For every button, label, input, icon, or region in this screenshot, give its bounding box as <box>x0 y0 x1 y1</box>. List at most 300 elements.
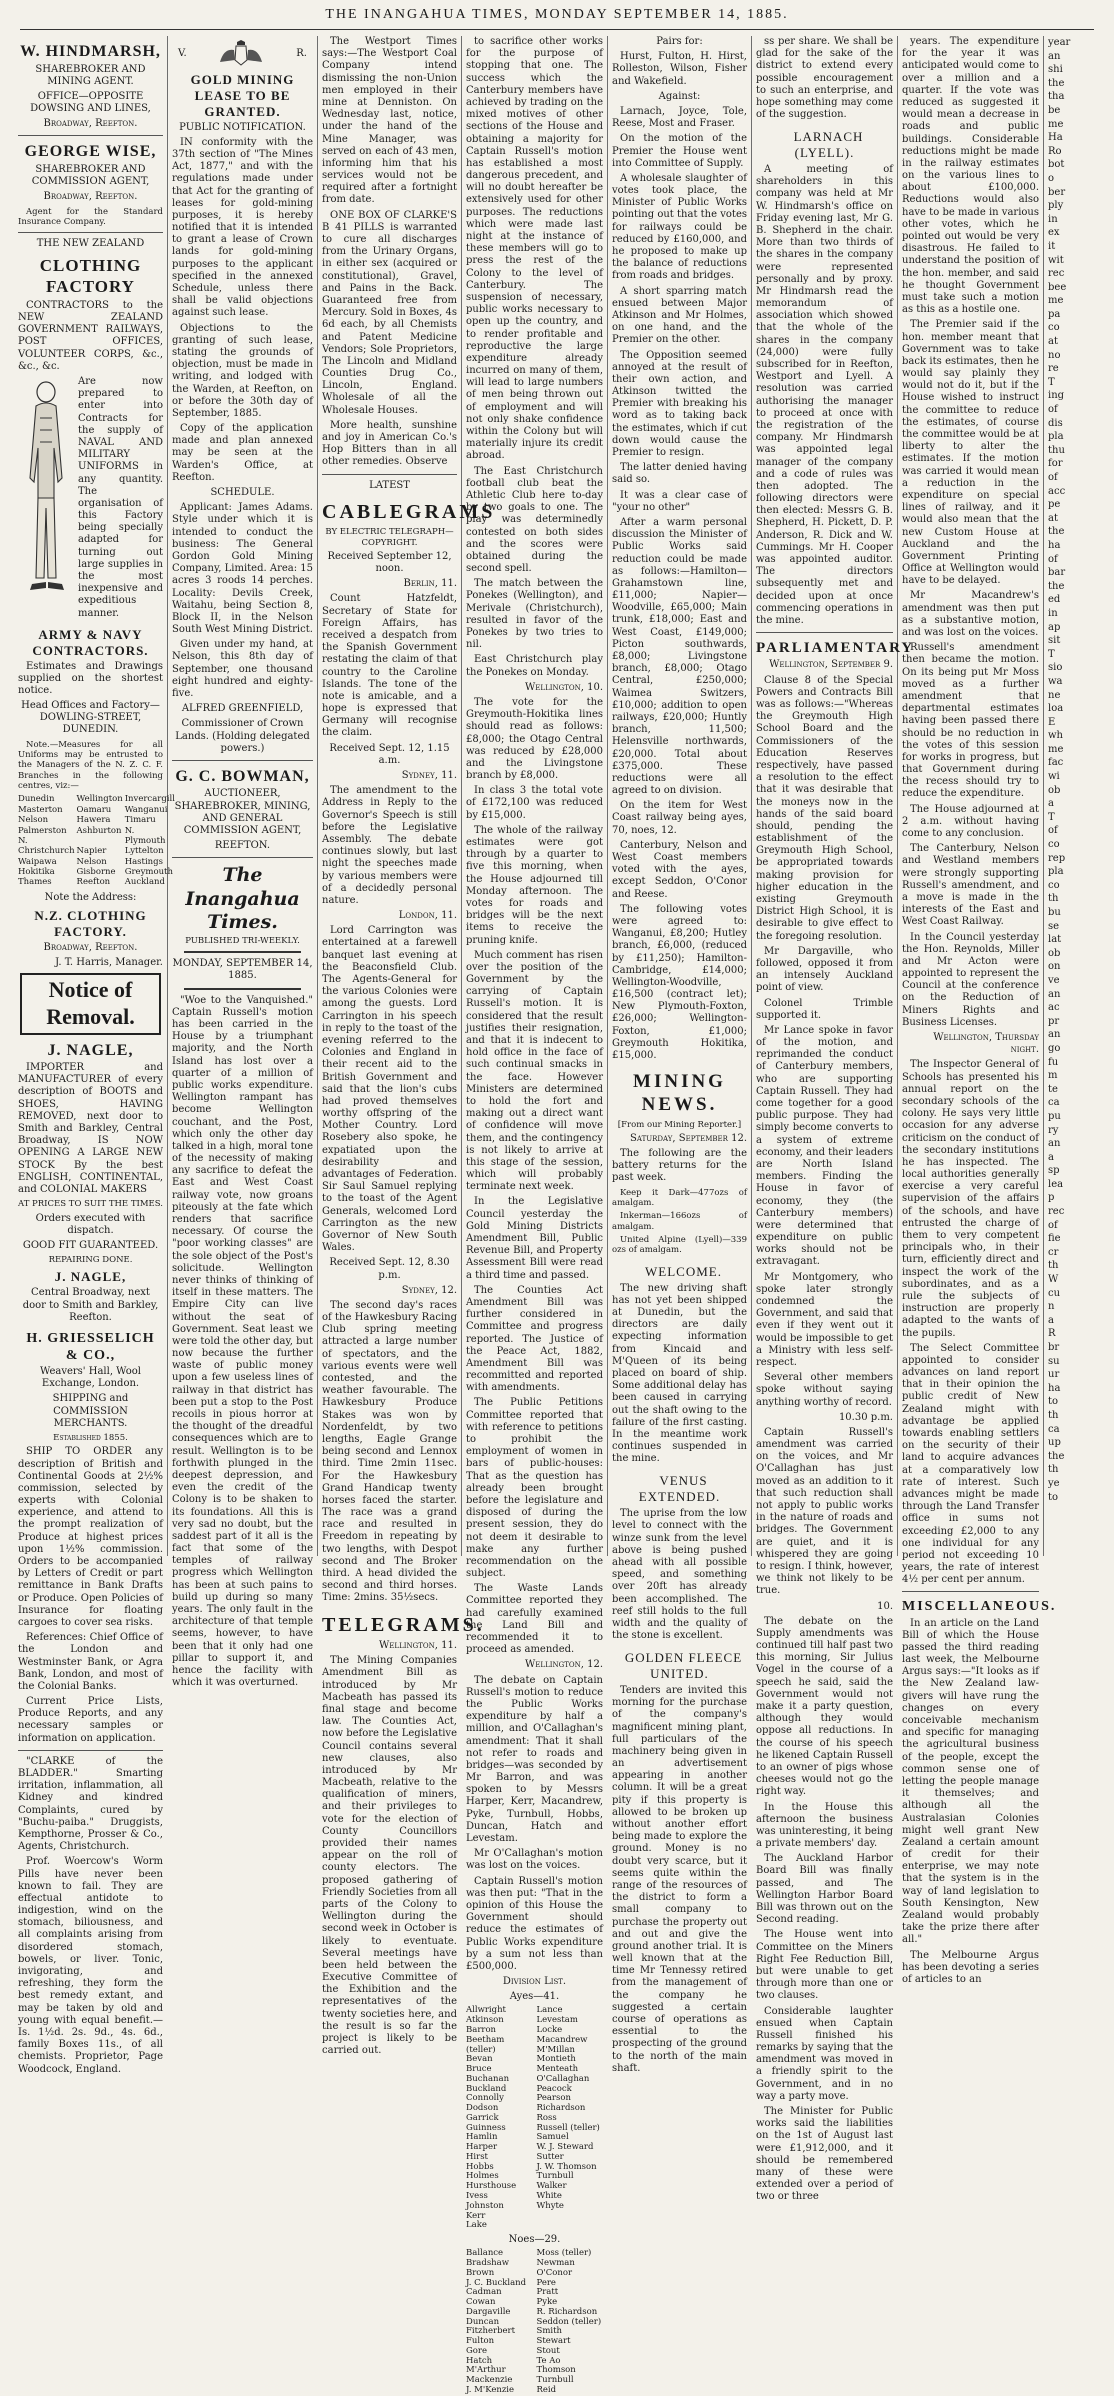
aye-member: White <box>536 2190 562 2201</box>
estimates-note: Estimates and Drawings supplied on the shortest notice. <box>18 660 163 696</box>
no-member: Bradshaw <box>466 2258 509 2268</box>
paper-title: The Inangahua Times. <box>185 864 300 933</box>
aye-member: Montieth <box>536 2054 576 2065</box>
parl-para-6: Several other members spoke without saying anything worthy of record. <box>756 1372 893 1408</box>
cropped-line: sio <box>1048 662 1063 674</box>
no-member: O'Conor <box>536 2267 573 2278</box>
berlin-body: Count Hatzfeldt, Secretary of State for Foreign Affairs, has received a despatch from the Spanish Government restating the claim of that country to the Caroline Islands. The tone of the note is amicable, and a hope is expressed that Germany will recognise the claim. <box>322 593 457 739</box>
cropped-line: bee <box>1048 281 1067 293</box>
col5-para-1: On the motion of the Premier the House went into Committee of Supply. <box>612 133 747 169</box>
no-member: Brown <box>466 2267 495 2278</box>
clothing-ad <box>18 376 163 620</box>
cropped-line: W <box>1048 1274 1059 1286</box>
cropped-line: cr <box>1048 1246 1059 1258</box>
cropped-line: bot <box>1048 159 1065 171</box>
aye-member: Harper <box>466 2142 498 2153</box>
cropped-line: ca <box>1048 1097 1060 1109</box>
aye-member: Buchanan <box>466 2073 510 2084</box>
cropped-line: wh <box>1048 730 1063 742</box>
cropped-line: at <box>1048 336 1058 348</box>
aye-member: Macandrew <box>536 2034 588 2045</box>
cropped-line: wit <box>1048 254 1064 266</box>
masthead: THE INANGAHUA TIMES, MONDAY SEPTEMBER 14, 1885. <box>0 0 1114 34</box>
column-1 <box>14 36 175 2075</box>
telegrams-heading: TELEGRAMS. <box>322 1613 485 1636</box>
bowman-address: REEFTON. <box>214 840 271 852</box>
miscellaneous-heading: MISCELLANEOUS. <box>902 1599 1057 1615</box>
no-member: Seddon (teller) <box>536 2316 602 2327</box>
larnach-heading: LARNACH (LYELL). <box>793 129 864 161</box>
cropped-line: n <box>1048 1301 1055 1313</box>
hindmarsh-office: OFFICE—OPPOSITE DOWSING AND LINES, <box>30 90 151 115</box>
aye-member: Sutter <box>536 2151 564 2162</box>
aye-member: Holmes <box>466 2171 499 2182</box>
cropped-line: pla <box>1048 866 1064 878</box>
cropped-line: br <box>1048 1342 1060 1353</box>
battery-intro: The following are the battery returns for the past week. <box>612 1148 747 1184</box>
cropped-line: R <box>1048 1328 1056 1340</box>
wellington-12-dateline: Wellington, 12. <box>525 1659 603 1671</box>
sydney-2-dateline: Sydney, 12. <box>401 1284 457 1296</box>
cropped-line: to <box>1048 1491 1059 1503</box>
cropped-line: at <box>1048 512 1058 524</box>
cropped-line: o <box>1048 172 1055 184</box>
aye-member: M'Millan <box>536 2044 575 2055</box>
cropped-line: ber <box>1048 186 1066 198</box>
col4-para-1: to sacrifice other works for the purpose of stopping that one. The success which the Canterbury members have achieved by trading on the mixed motives of other sections of the House and obtaining a majority for Captain Russell's motion has established a most dangerous precedent, and will no doubt hereafter be extensively used for other purposes. The reductions which were made last night at the instance of these members will go to press the rest of the Colony to the level of Canterbury. The suspension of necessary, public works necessary to open up the country, and to render profitable and reproductive the large expenditure already incurred on many of them, will lead to large numbers of men being thrown out of employment and will not only shake confidence within the Colony but will materially injure its credit abroad. <box>466 36 603 462</box>
aye-member: Lance <box>536 2005 563 2016</box>
cropped-line: shi <box>1048 64 1063 76</box>
cropped-line: fu <box>1048 1056 1059 1068</box>
no-member: Cowan <box>466 2297 496 2308</box>
no-member: Te Ao <box>536 2355 561 2366</box>
wise-name: GEORGE WISE, <box>24 143 157 161</box>
town-item: Oamaru <box>76 804 112 815</box>
cropped-line: me <box>1048 118 1064 130</box>
parl-para-3: Colonel Trimble supported it. <box>756 997 893 1021</box>
aye-member: Ivess <box>466 2190 488 2201</box>
no-member: Pyke <box>536 2297 558 2308</box>
berlin-dateline: Berlin, 11. <box>403 578 457 590</box>
col5-para-5: The latter denied having said so. <box>612 462 747 486</box>
cropped-line: th <box>1048 1260 1059 1272</box>
town-item: Dunedin <box>18 794 55 805</box>
time-1030: 10.30 p.m. <box>838 1411 893 1423</box>
aye-member: Barron <box>466 2024 497 2035</box>
cropped-line: p <box>1048 1192 1055 1204</box>
cropped-line: an <box>1048 1029 1061 1041</box>
division-list-heading: Division List. <box>502 1976 567 1988</box>
aye-member: Allwright <box>466 2005 506 2016</box>
divider <box>756 632 893 633</box>
griesselich-name: H. GRIESSELICH & CO., <box>26 1330 155 1363</box>
cropped-line: me <box>1048 295 1064 307</box>
cropped-line: re <box>1048 363 1059 375</box>
no-member: Pratt <box>536 2287 559 2298</box>
parl-para-8: The debate on the Supply amendments was continued till half past two this morning, Sir Julius Vogel in the course of a speech he said, said the Government would not make it a party question, although they would oppose all reductions. In the course of his speech he likened Captain Russell to an owner of pigs whose cheeses would not go the right way. <box>756 1615 893 1798</box>
col5-para-7: After a warm personal discussion the Minister of Public Works said reduction could be made as follows:—Hamilton—Grahamstown line, £11,000; Napier—Woodville, £65,000; Main trunk, £18,000; East and West Coast, £149,000; Picton southwards, £8,000; Livingstone branch, £8,000; Otago Central, £250,000; Waimea Switzers, £10,000; addition to open railways, £20,000; Huntly branch, 11,500; Helensville northwards, £20,000. Total about £375,000. These reductions were all agreed to on division. <box>612 516 747 797</box>
divider <box>902 1591 1039 1592</box>
town-item: Auckland <box>124 877 165 888</box>
wise-address: Broadway, Reefton. <box>43 191 138 203</box>
parliamentary-heading: PARLIAMENTARY <box>756 640 915 657</box>
griesselich-established: Established 1855. <box>53 1432 128 1443</box>
gold-lease-body-3: Copy of the application made and plan annexed may be seen at the Warden's Office, at Reefton. <box>172 423 313 483</box>
cropped-line: a <box>1048 1151 1054 1163</box>
cropped-line: ply <box>1048 200 1064 212</box>
cropped-line: an <box>1048 50 1061 62</box>
cropped-line: ne <box>1048 689 1061 701</box>
cropped-line: acc <box>1048 485 1066 497</box>
divider <box>18 232 163 233</box>
parl-para-4: Mr Lance spoke in favor of the motion, and reprimanded the conduct of Canterbury members, who are supporting Captain Russell. They had come together for a good public purpose. They had simply become converts to a system of extreme economy, and their leaders are North Island members. Finding the House in favor of economy, they (the Canterbury members) were determined that expenditure on public works should not be extravagant. <box>756 1024 893 1268</box>
parl-para-10: The Auckland Harbor Board Bill was finally passed, and The Wellington Harbor Board Bill was thrown out on the Second reading. <box>756 1853 893 1926</box>
col5-para-3: A short sparring match ensued between Major Atkinson and Mr Holmes, on one hand, and the Premier on the other. <box>612 285 747 346</box>
town-item: Wellington <box>76 794 123 805</box>
cropped-line: go <box>1048 1042 1061 1054</box>
town-item: Wanganui <box>124 804 168 815</box>
issue-date: MONDAY, SEPTEMBER 14, 1885. <box>172 958 313 982</box>
cropped-line: bar <box>1048 567 1066 579</box>
cropped-line: pa <box>1048 308 1061 320</box>
note-address: Note the Address: <box>44 891 137 903</box>
bowman-body: AUCTIONEER, SHAREBROKER, MINING, AND GENERAL COMMISSION AGENT, <box>174 788 311 837</box>
cropped-line: te <box>1048 1083 1058 1095</box>
col4-para-6: In class 3 the total vote of £172,100 was reduced by £15,000. <box>466 785 603 821</box>
cropped-line: co <box>1048 322 1060 334</box>
united-alpine: United Alpine (Lyell)—339 ozs of amalgam. <box>612 1235 747 1256</box>
col5-para-2: A wholesale slaughter of votes took place, the Minister of Public Works pointing out that the votes for railways could be reduced by £160,000, and he proposed to make up the balance of reductions from roads and bridges. <box>612 172 747 282</box>
aye-member: Walker <box>536 2181 567 2192</box>
from-mining-reporter: [From our Mining Reporter.] <box>617 1119 742 1130</box>
cropped-line: dis <box>1048 417 1063 429</box>
divider <box>172 760 313 761</box>
parl-para-2: Mr Dargaville, who followed, opposed it from an intensely Auckland point of view. <box>756 945 893 994</box>
town-item: Invercargill <box>124 794 175 805</box>
divider <box>18 1750 163 1751</box>
aye-member: J. W. Thomson <box>536 2161 597 2172</box>
cropped-line: ur <box>1048 1369 1060 1381</box>
no-member: Fitzherbert <box>466 2326 516 2337</box>
aye-member: Menteath <box>536 2064 579 2075</box>
col4-para-12: The Waste Lands Committee reported they had carefully examined the Land Bill and recommended it to proceed as amended. <box>466 1583 603 1656</box>
ayes-label: Ayes—41. <box>509 1991 560 2003</box>
aye-member: Bevan <box>466 2054 493 2065</box>
column-2 <box>168 36 318 1689</box>
cropped-line: rec <box>1048 1206 1065 1218</box>
telegrams-body: The Mining Companies Amendment Bill as introduced by Mr Macbeath has passed its final stage and become law. The Counties Act, now before the Legislative Council contains several new clauses, also introduced by Mr Macbeath, relative to the qualification of miners, and their privileges to vote for the election of County Councillors provided their names appear on the roll of county electors. The proposed gathering of Friendly Societies from all parts of the Colony to Wellington during the second week in October is likely to eventuate. Several meetings have been held between the Executive Committee of the Exhibition and the representatives of the twenty societies here, and the result is so far the project is likely to be carried out. <box>322 1655 457 2057</box>
cropped-line: ap <box>1048 621 1061 633</box>
town-item: Lyttelton <box>124 846 164 857</box>
nagle-orders: Orders executed with dispatch. <box>35 1212 146 1236</box>
parl-para-11: The House went into Committee on the Miners Right Fee Reduction Bill, but were unable to get through more than one or two clauses. <box>756 1929 893 2002</box>
col7-para-7: In the Council yesterday the Hon. Reynolds, Miller and Mr Acton were appointed to represent the Council at the conference on the Reduction of Miners Rights and Business Licenses. <box>902 931 1039 1028</box>
column-6 <box>752 36 915 2203</box>
no-member: Ballance <box>466 2248 504 2259</box>
col4-para-10: The Counties Act Amendment Bill was further considered in Committee and progress reported. The Justice of the Peace Act, 1882, Amendment Bill was recommitted and reported with amendments. <box>466 1284 603 1394</box>
greenfield-role: Commissioner of Crown Lands. (Holding delegated powers.) <box>175 718 310 754</box>
aye-member: Kerr <box>466 2210 486 2221</box>
aye-member: Bruce <box>466 2064 492 2075</box>
column-4 <box>462 36 608 2395</box>
cropped-line: lat <box>1048 934 1062 946</box>
gold-lease-body-1: IN conformity with the 37th section of "The Mines Act, 1877," and with the regulations made under that Act for the granting of leases for gold-mining purposes, it is hereby notified that it is intended to grant a lease of Crown lands for gold-mining purposes to the applicant specified in the annexed Schedule, unless there shall be valid objections against such lease. <box>172 136 313 319</box>
col4-para-9: In the Legislative Council yesterday the Gold Mining Districts Amendment Bill, Public Revenue Bill, and Property Assessment Bill were read a third time and passed. <box>466 1196 603 1281</box>
golden-fleece-heading: GOLDEN FLEECE UNITED. <box>624 1650 743 1682</box>
crest-letter-v: V. <box>178 47 187 59</box>
editorial: "Woe to the Vanquished." Captain Russell's motion has been carried in the House by a triumphant majority, and the North Island has lost over a quarter of a million of public works expenditure. Wellington rampant has become Wellington couchant, and the Post, which only the other day talked in a high, moral tone of the necessity of making any sacrifice to defeat the East and West Coast railway vote, now groans piteously at the fate which renders that sacrifice necessary. Of course the "poor working classes" are the sole object of the Post's solicitude. Wellington never thinks of thinking of itself in these matters. The Empire City can live without the seat of Government. Seat least we were told the other day, but now because the further waste of public money upon a few useless lines of railway in that district has been put a stop to the Post recoils in pious horror at the thought of the dreadful consequences which are to result. Wellington is to be forthwith plunged in the deepest depression, and even the credit of the Colony is to be shaken to its foundations. All this is very sad no doubt, but the saddest part of it all is the fact that some of the temples of railway progress which Wellington has been at such pains to build up during so many years. The only fault in the architecture of that temple seems, however, to have been that it only had one pillar to support it, and hence the facility with which it was overturned. <box>172 994 313 1689</box>
no-member: Stewart <box>536 2336 571 2347</box>
cropped-line: Ha <box>1048 132 1063 144</box>
col4-para-11: The Public Petitions Committee reported that with reference to petitions to prohibit the employment of women in bars of public-houses: That as the question has already been brought before the legislature and disposed of during the present session, they do not deem it desirable to make any further recommendation on the subject. <box>466 1397 603 1580</box>
cropped-line: bu <box>1048 907 1061 918</box>
col7-para-6: The Canterbury, Nelson and Westland members were strongly supporting Russell's amendment, and a move is made in the interests of the East and West Coast Railway. <box>902 843 1039 928</box>
welcome-heading: WELCOME. <box>645 1263 722 1279</box>
cropped-line: wa <box>1048 675 1063 687</box>
divider <box>184 988 301 990</box>
col4-para-13: The debate on Captain Russell's motion to reduce the Public Works expenditure by half a million, and O'Callaghan's amendment: That it shall not refer to roads and bridges—was seconded by Mr Barron, and was spoken to by Messrs Harper, Kerr, Macandrew, Pyke, Turnbull, Hobbs, Duncan, Hatch and Levestam. <box>466 1674 603 1844</box>
sydney-dateline: Sydney, 11. <box>401 770 457 782</box>
col7-para-2: The Premier said if the hon. member meant that Government was to take back its estimates, then he would say plainly they would not do it, but if the House wished to instruct the committee to reduce the estimates, of course the committee would be at liberty to alter the estimates. If the motion was carried it would mean a reduction in the expenditure on special lines of railway, and it would also mean that the new Custom House at Auckland and the Government Printing Office at Wellington would have to be delayed. <box>902 319 1039 587</box>
published-tri-weekly: PUBLISHED TRI-WEEKLY. <box>185 935 300 946</box>
keep-it-dark: Keep it Dark—477ozs of amalgam. <box>612 1187 747 1208</box>
column-5 <box>608 36 752 2074</box>
cropped-line: the <box>1048 77 1065 89</box>
clothing-title: CLOTHING FACTORY <box>39 256 142 297</box>
cropped-line: co <box>1048 839 1060 851</box>
nagle-body: IMPORTER and MANUFACTURER of every description of BOOTS and SHOES, HAVING REMOVED, next door to Smith and Barkley, Central Broadway, IS NOW OPENING A LARGE NEW STOCK By the best ENGLISH, CONTINENTAL, and COLONIAL MAKERS <box>18 1062 163 1195</box>
cropped-line: ha <box>1048 1382 1061 1394</box>
divider <box>18 135 163 136</box>
aye-member: Hursthouse <box>466 2181 517 2192</box>
nz-factory-heading: N.Z. CLOTHING FACTORY. <box>34 907 147 939</box>
cropped-line: ve <box>1048 974 1060 986</box>
soldier-figure-icon <box>18 378 74 610</box>
current-price-lists: Current Price Lists, Produce Reports, and any necessary samples or information on application. <box>18 1696 163 1744</box>
aye-member: Guinness <box>466 2122 506 2133</box>
cropped-line: su <box>1048 1355 1060 1367</box>
cropped-line: rec <box>1048 268 1065 280</box>
time-10: 10. <box>877 1600 893 1612</box>
col7-para-8: The Inspector General of Schools has presented his annual report on the secondary schools of the colony. He says very little occasion for any adverse criticism on the conduct of the secondary institutions he has inspected. The local authorities generally exercise a very careful supervision of the affairs of the schools, and have entrusted the charge of them to very competent principals who, in their turn, efficiently direct and inspect the work of the subordinates, and as a rule the subjects of instruction are properly adapted to the wants of the pupils. <box>902 1059 1039 1339</box>
town-item: Nelson <box>76 856 107 867</box>
nagle-fit: GOOD FIT GUARANTEED. <box>22 1239 159 1251</box>
inkerman: Inkerman—166ozs of amalgam. <box>612 1211 747 1232</box>
cropped-line: loa <box>1048 703 1064 715</box>
nagle-prices: AT PRICES TO SUIT THE TIMES. <box>18 1199 163 1210</box>
aye-member: Ross <box>536 2112 557 2123</box>
cropped-line: T <box>1048 376 1055 388</box>
cropped-line: ed <box>1048 594 1061 606</box>
head-office: Head Offices and Factory— DOWLING-STREET, DUNEDIN. <box>21 700 160 736</box>
received-3: Received Sept. 12, 8.30 p.m. <box>329 1257 450 1281</box>
no-member: Newman <box>536 2258 575 2268</box>
col4-para-3: The match between the Ponekes (Wellington), and Merivale (Christchurch), resulted in favor of the Ponekes by two tries to nil. <box>466 578 603 651</box>
town-item: Reefton <box>76 877 111 888</box>
references: References: Chief Office of the London and Westminster Bank, or Agra Bank, London, and most of the Colonial Banks. <box>18 1632 163 1692</box>
pairs-against-label: Against: <box>658 90 701 102</box>
cropped-line: no <box>1048 349 1061 361</box>
cropped-line: the <box>1048 526 1065 538</box>
col7-para-9: The Select Committee appointed to consider advances on land report that in their opinion the public credit of New Zealand might with advantage be applied towards enabling settlers on the security of their land to acquire advances at a comparatively low rate of interest. Such advances might be made through the Land Transfer office in sums not exceeding £2,000 to any one individual for any period not exceeding 10 years, the rate of interest 4½ per cent per annum. <box>902 1342 1039 1586</box>
public-notification: PUBLIC NOTIFICATION. <box>179 121 306 133</box>
cropped-line: m <box>1048 1070 1058 1082</box>
cropped-line: me <box>1048 743 1064 755</box>
clothing-body: Are now prepared to enter into Contracts for the supply of NAVAL AND MILITARY UNIFORMS in any quantity. The organisation of this Factory being specially adapted for turning out large supplies in the most inexpensive and expeditious manner. <box>78 376 163 619</box>
col4-para-8: Much comment has risen over the position of the Government by the carrying of Captain Russell's motion. It is considered that the result justifies their resignation, and that it is indecent to hold office in the face of such continual smacks in the face. However Ministers are determined to hold the fort and making out a direct want of confidence will move them, and the contingency is not likely to arrive at this stage of the session, which will probably terminate next week. <box>466 949 603 1193</box>
welcome-body: The new driving shaft has not yet been shipped at Dunedin, but the directors are daily expecting information from Kincaid and M'Queen of its being placed on board of ship. Some additional delay has been caused in carrying out the shaft owing to the failure of the first casting. In the meantime work continues suspended in the mine. <box>612 1282 747 1465</box>
aye-member: Atkinson <box>466 2015 504 2026</box>
misc-para-2: The Melbourne Argus has been devoting a series of articles to an <box>902 1949 1039 1985</box>
received-2: Received Sept. 12, 1.15 a.m. <box>329 742 450 766</box>
parl-para-7: Captain Russell's amendment was carried on the voices, and Mr O'Callaghan has just moved as an addition to it that such reduction shall not apply to public works in the nature of roads and bridges. The Government are quiet, and it is whispered they are going to resign. I think, however, we think not likely to be true. <box>756 1426 893 1597</box>
aye-member: Hirst <box>466 2151 488 2162</box>
col6-para-1: ss per share. We shall be glad for the sake of the district to extend every possible encouragement to such an enterprise, and hope something may come of the suggestion. <box>756 36 893 121</box>
cropped-line: sp <box>1048 1165 1060 1177</box>
cropped-line: on <box>1048 961 1061 973</box>
no-member: Reid <box>536 2384 557 2395</box>
cropped-line: ry <box>1048 1124 1059 1136</box>
latest-label: LATEST <box>369 479 410 491</box>
no-member: Pere <box>536 2277 556 2288</box>
venus-body: The uprise from the low level to connect with the winze sunk from the level above is being pushed ahead with all possible speed, and something over 20ft has already been accomplished. The reef still holds to the full width and the quality of the stone is excellent. <box>612 1508 747 1642</box>
cropped-line: T <box>1048 811 1055 823</box>
cropped-line: ye <box>1048 1477 1060 1489</box>
aye-member: Whyte <box>536 2200 564 2211</box>
aye-member: Richardson <box>536 2103 586 2114</box>
gold-lease-body-2: Objections to the granting of such lease, stating the grounds of objection, must be made in writing, and lodged with the Warden, at Reefton, on or before the 30th day of September, 1885. <box>172 322 313 419</box>
wellington-thursday-dateline: Wellington, Thursday night. <box>933 1032 1039 1056</box>
cropped-line: rep <box>1048 852 1066 864</box>
divider <box>322 474 457 475</box>
no-member: Turnbull <box>536 2375 574 2386</box>
parl-para-12: Considerable laughter ensued when Captain Russell finished his remarks by saying that the amendment was moved in a friendly spirit to the Government, and in no way a party move. <box>756 2005 893 2102</box>
bowman-name: G. C. BOWMAN, <box>175 767 310 785</box>
schedule-heading: SCHEDULE. <box>210 487 275 499</box>
town-item: Thames <box>18 877 52 888</box>
town-item: Ashburton <box>76 825 122 836</box>
no-member: Duncan <box>466 2316 500 2327</box>
town-item: Waipawa <box>18 856 57 867</box>
wellington-11-dateline: Wellington, 11. <box>379 1640 457 1651</box>
griesselich-hall: Weavers' Hall, Wool Exchange, London. <box>39 1366 142 1390</box>
no-member: Hatch <box>466 2355 493 2366</box>
worm-pills-ad: Prof. Woercow's Worm Pills have never been known to fail. They are effectual antidote to indigestion, wind on the stomach, biliousness, and all complaints arising from disordered stomach, bowels, or liver. Tonic, invigorating, and refreshing, they form the best remedy extant, and may be taken by old and young with equal benefit.—Is. 1½d. 2s. 9d., 4s. 6d., family Boxes 11s., of all chemists. Proprietor, Page Woodcock, England. <box>18 1856 163 2075</box>
aye-member: Dodson <box>466 2103 499 2114</box>
schedule-body: Applicant: James Adams. Style under which it is intended to conduct the business: The General Gordon Gold Mining Company, Limited. Area: 15 acres 3 roods 14 perches. Locality: Devils Creek, Waitahu, being Section 8, Block II, in the Nelson South West Mining District. <box>172 502 314 636</box>
cropped-line: of <box>1048 553 1058 565</box>
received-1: Received September 12, noon. <box>327 550 452 575</box>
cropped-line: cu <box>1048 1287 1061 1299</box>
cropped-line: tha <box>1048 91 1065 103</box>
greenfield-name: ALFRED GREENFIELD, <box>181 703 304 715</box>
aye-member: Samuel <box>536 2132 569 2143</box>
misc-para-1: In an article on the Land Bill of which the House passed the third reading last week, the Melbourne Argus says:—"It looks as if the New Zealand law-givers will have rung the changes on every conceivable mechanism and specific for managing the agricultural business of the people, except the common sense one of letting the people manage it themselves; and although all the Australasian Colonies might well grant New Zealand a certain amount of credit for their enterprise, we may note that the system is in the way of land legislation to South Kensington, New Zealand would probably take the prize there after all." <box>902 1617 1039 1946</box>
hindmarsh-name: W. HINDMARSH, <box>20 43 161 60</box>
col7-para-4: Russell's amendment then became the motion. On its being put Mr Moss moved as a further amendment that departmental estimates having been passed there should be no reduction in the votes of this session for works in progress, but that Government during the recess should try to reduce the expenditure. <box>902 642 1039 800</box>
aye-member: Hamlin <box>466 2132 498 2143</box>
cropped-line: ob <box>1048 784 1061 796</box>
pairs-for: Hurst, Fulton, H. Hirst, Rolleston, Wilson, Fisher and Wakefield. <box>612 51 747 87</box>
cropped-line: in <box>1048 607 1058 619</box>
town-item: Gisborne <box>76 866 116 877</box>
cropped-line: an <box>1048 988 1061 1000</box>
golden-fleece-body: Tenders are invited this morning for the purchase of the company's magnificent mining plant, full particulars of the machinery being given in an advertisement appearing in another column. It will be a great pity if this property is allowed to be broken up without another effort being made to explore the ground. Money is no doubt very scarce, but it seems quite within the range of the resources of the district to form a small company to purchase the property out and out and give the ground another trial. It is well known that at the time Mr Tennessy retired from the management of the company he suggested a certain course of operations as essential to the prospecting of the ground to the north of the main shaft. <box>612 1684 747 2074</box>
cropped-line: E <box>1048 716 1056 728</box>
cropped-line: ha <box>1048 539 1061 551</box>
nagle-signature-address: Central Broadway, next door to Smith and Barkley, Reefton. <box>22 1287 159 1323</box>
aye-member: Turnbull <box>536 2171 574 2182</box>
divider <box>184 951 301 953</box>
no-member: Cadman <box>466 2287 502 2298</box>
cropped-line: co <box>1048 879 1060 891</box>
cropped-line: of <box>1048 404 1058 416</box>
hop-bitters-ad: More health, sunshine and joy in American Co.'s Hop Bitters than in all other remedies. Observe <box>322 419 457 468</box>
nagle-name: J. NAGLE, <box>47 1041 134 1059</box>
cropped-line: year <box>1048 37 1071 48</box>
cropped-line: a <box>1048 798 1054 810</box>
cropped-line: ac <box>1048 1002 1060 1014</box>
cropped-line: a <box>1048 1314 1054 1326</box>
no-member: Smith <box>536 2326 562 2337</box>
col4-para-5: The vote for the Greymouth-Hokitika lines should read as follows: £8,000; the Otago Central was reduced by £28,000 and the Livingstone branch by £8,000. <box>466 696 603 782</box>
town-item: Napier <box>76 846 107 857</box>
parl-para-5: Mr Montgomery, who spoke later strongly condemned the Government, and said that even if they went out it would be impossible to get a Ministry with less self-respect. <box>756 1271 893 1368</box>
wise-agent: Agent for the Standard Insurance Company. <box>18 206 163 227</box>
sydney-2-body: The second day's races of the Hawkesbury Racing Club spring meeting attracted a large number of spectators, and the various events were well contested, and the weather favourable. The Hawkesbury Produce Stakes was won by Nordenfeldt, by two lengths, Eagle Grange being second and Lennox third. Time 2min 11sec. For the Hawkesbury Grand Handicap twenty horses faced the starter. The race was a grand race and resulted in Freedom in repeating by two lengths, with Despot second and The Broker third. A head divided the second and third horses. Time: 2mins. 35½secs. <box>322 1299 457 1604</box>
royal-coat-of-arms-icon <box>216 40 266 68</box>
cropped-line: pe <box>1048 499 1061 511</box>
london-body: Lord Carrington was entertained at a farewell banquet last evening at the Beaconsfield Club. The Agents-General for the various Colonies were among the guests. Lord Carrington in his speech in reply to the toast of the evening referred to the Colonies and England in their recent aid to the British Government and said that the lion's cubs had proved themselves worthy offspring of the Mother Country. Lord Rosebery also spoke, he expatiated upon the desirability and advantages of Federation. Sir Saul Samuel replying to the toast of the Agent Generals, welcomed Lord Carrington as the new Governor of New South Wales. <box>322 925 457 1254</box>
no-member: Fulton <box>466 2336 495 2347</box>
aye-member: Peacock <box>536 2083 572 2094</box>
notice-of-removal-heading: Notice of Removal. <box>20 973 161 1035</box>
column-8-cropped <box>1044 36 1110 1556</box>
cropped-line: pr <box>1048 1015 1060 1027</box>
aye-member: Levestam <box>536 2015 578 2026</box>
larnach-body: A meeting of shareholders in this company was held at Mr W. Hindmarsh's office on Friday evening last, Mr G. B. Shepherd in the chair. More than two thirds of the shares in the company were represented personally and by proxy. Mr Hindmarsh read the memorandum of association which showed that the whole of the shares in the company (24,000) were fully subscribed for in Reefton, Westport and Lyell. A resolution was carried authorising the manager to proceed at once with the registration of the company. Mr Hindmarsh was appointed legal manager of the company and a code of rules was then adopted. The following directors were then elected: Messrs G. B. Shepherd, H. Pickett, D. P. Anderson, R. Dick and W. Cummings. Mr H. Cooper was appointed auditor. The directors subsequently met and decided upon at once commencing operations in the mine. <box>756 164 893 626</box>
hindmarsh-address: Broadway, Reefton. <box>43 118 138 130</box>
col5-para-9: Canterbury, Nelson and West Coast members voted with the ayes, except Seddon, O'Conor and Reese. <box>612 839 747 900</box>
army-navy-heading: ARMY & NAVY CONTRACTORS. <box>32 626 149 658</box>
town-item: Nelson <box>18 815 49 826</box>
col4-para-14: Mr O'Callaghan's motion was lost on the voices. <box>466 1848 603 1872</box>
factory-manager: J. T. Harris, Manager. <box>55 956 163 968</box>
gold-lease-title: GOLD MINING LEASE TO BE GRANTED. <box>190 72 295 119</box>
col4-para-2: The East Christchurch football club beat the Athletic Club here to-day by two goals to one. The play was determinedly contested on both sides and the scores were obtained during the second spell. <box>466 465 603 575</box>
aye-member: Connolly <box>466 2093 504 2104</box>
cropped-line: of <box>1048 825 1058 837</box>
cropped-line: ing <box>1048 390 1065 402</box>
cropped-line: th <box>1048 1409 1059 1421</box>
parl-para-13: The Minister for Public works said the liabilities on the 1st of August last were £1,912,000, and it should be remembered many of these were extended over a period of two or three <box>756 2106 893 2203</box>
london-dateline: London, 11. <box>398 910 457 922</box>
wellington-sept-9-dateline: Wellington, September 9. <box>769 659 893 671</box>
no-member: R. Richardson <box>536 2306 598 2317</box>
cropped-line: thu <box>1048 444 1065 456</box>
wellington-10-dateline: Wellington, 10. <box>525 681 603 693</box>
no-member: M'Arthur <box>466 2365 506 2376</box>
town-item: Palmerston N. <box>18 825 67 846</box>
cropped-line: up <box>1048 1437 1061 1449</box>
aye-member: Locke <box>536 2024 563 2035</box>
town-item: N. Plymouth <box>124 825 166 846</box>
town-item: Hokitika <box>18 866 55 877</box>
town-item: Masterton <box>18 804 63 815</box>
ayes-list <box>466 2006 603 2231</box>
noes-label: Noes—29. <box>508 2234 561 2246</box>
col7-para-1: years. The expenditure for the year it was anticipated would come to over a million and a quarter. If the vote was reduced as suggested it would mean a decrease in roads and public buildings. Considerable reductions might be made in the railway estimates on the various lines to about £100,000. Reductions would also have to be made in various other votes, which he pointed out would be very disastrous. He failed to understand the position of the hon. member, and said he thought Government must take such a motion as this as a hostile one. <box>902 36 1039 316</box>
